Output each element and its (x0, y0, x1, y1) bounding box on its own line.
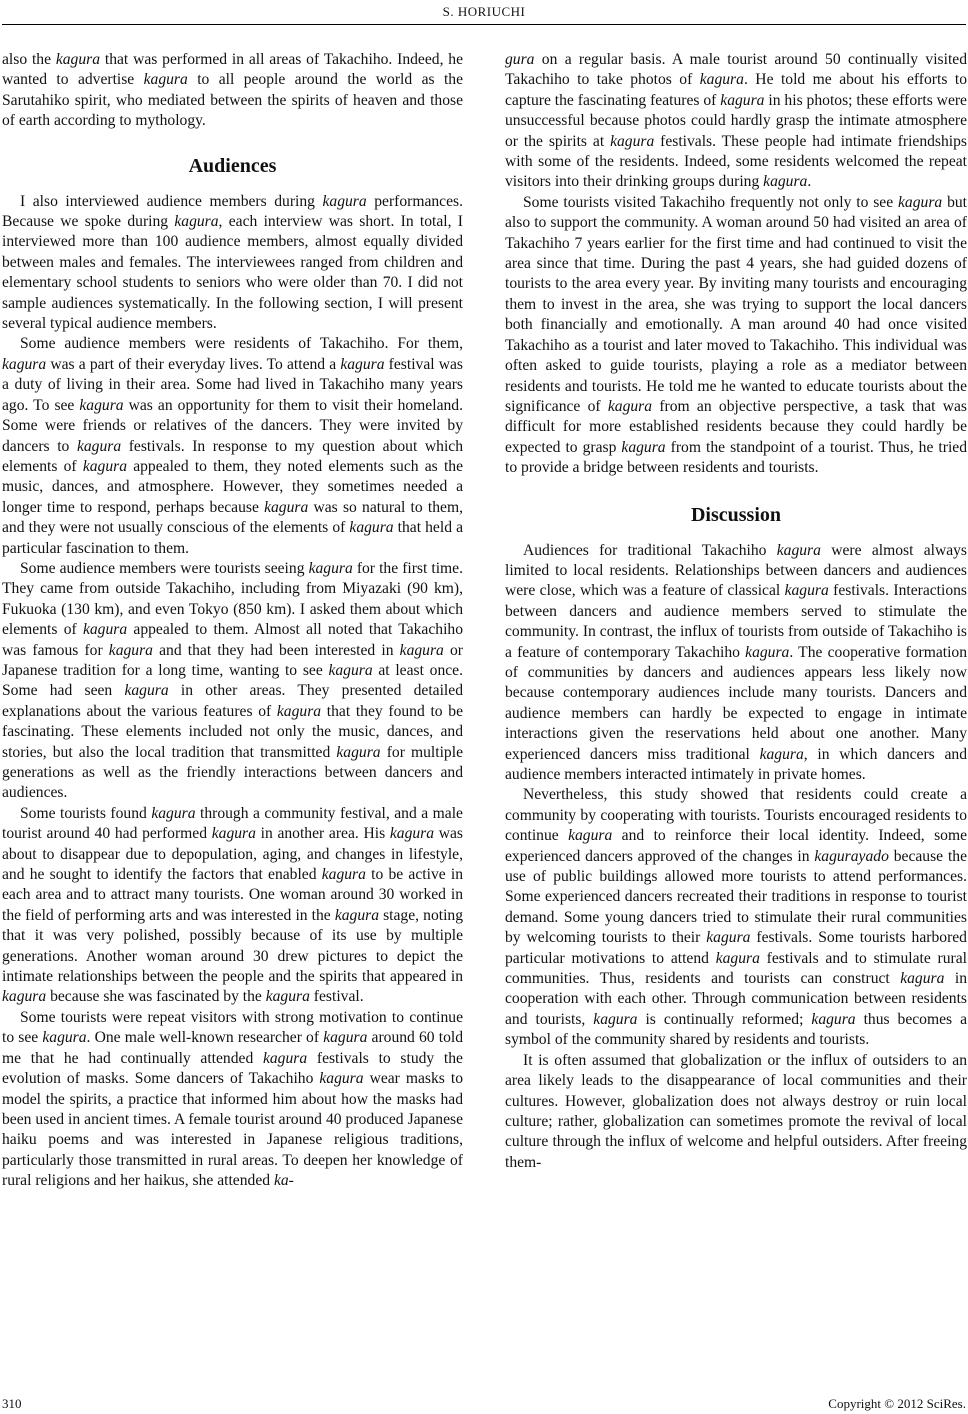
paragraph: Some tourists found kagura through a community festival, and a male tourist around 40 had performed kagura in another area. His kagura was about to disappear due to depopulation, aging, and changes in lifestyle, and he sought to identify the factors that enabled kagura to be active in each area and to attract many tourists. One woman around 30 worked in the field of performing arts and was interested in the kagura stage, noting that it was very polished, possibly because of its use by multiple generations. Another woman around 30 drew pictures to depict the intimate relationships between the people and the spirits that appeared in kagura because she was fascinated by the kagura festival. (2, 804, 464, 1006)
right-column (505, 50, 967, 1173)
section-heading-audiences: Audiences (188, 154, 277, 177)
left-column (2, 50, 463, 1192)
copyright-notice: Copyright © 2012 SciRes. (828, 1396, 966, 1411)
paragraph: Some audience members were tourists seeing kagura for the first time. They came from outside Takachiho, including from Miyazaki (90 km), Fukuoka (130 km), and even Tokyo (850 km). I asked them about which elements of kagura appealed to them. Almost all noted that Takachiho was famous for kagura and that they had been interested in kagura or Japanese tradition for a long time, wanting to see kagura at least once. Some had seen kagura in other areas. They presented detailed explanations about the various features of kagura that they found to be fascinating. These elements included not only the music, dances, and stories, but also the local tradition that transmitted kagura for multiple generations as well as the friendly interactions between dancers and audiences. (2, 559, 463, 802)
paragraph: Nevertheless, this study showed that residents could create a community by cooperating with tourists. Tourists encouraged residents to continue kagura and to reinforce their local identity. Indeed, some experienced dancers approved of the changes in kagurayado because the use of public buildings allowed more tourists to attend performances. Some experienced dancers recreated their traditions in response to tourist demand. Some young dancers tried to stimulate their rural communities by welcoming tourists to their kagura festivals. Some tourists harbored particular motivations to attend kagura festivals and to stimulate rural communities. Thus, residents and tourists can construct kagura in cooperation with each other. Through communication between residents and tourists, kagura is continually reformed; kagura thus becomes a symbol of the community shared by residents and tourists. (505, 786, 968, 1049)
paragraph: Some audience members were residents of Takachiho. For them, kagura was a part of their everyday lives. To attend a kagura festival was a duty of living in their area. Some had lived in Takachiho many years ago. To see kagura was an opportunity for them to visit their homeland. Some were friends or relatives of the dancers. They were invited by dancers to kagura festivals. In response to my question about which elements of kagura appealed to them, they noted elements such as the music, dances, and atmosphere. However, they sometimes needed a longer time to respond, perhaps because kagura was so natural to them, and they were not usually conscious of the elements of kagura that held a particular fascination to them. (2, 335, 463, 557)
header-rule (2, 24, 966, 25)
paragraph: I also interviewed audience members during kagura performances. Because we spoke during kagura, each interview was short. In total, I interviewed more than 100 audience members, almost equally divided between males and females. The interviewees ranged from children and elementary school students to seniors who were older than 70. I did not sample audiences systematically. In the following section, I will present several typical audience members. (2, 192, 463, 333)
section-heading-discussion: Discussion (690, 503, 782, 526)
paragraph: Some tourists were repeat visitors with strong motivation to continue to see kagura. One male well-known researcher of kagura around 60 told me that he had continually attended kagura festivals to study the evolution of masks. Some dancers of Takachiho kagura wear masks to model the spirits, a practice that informed him about how the masks had been used in ancient times. A female tourist around 40 produced Japanese haiku poems and was interested in Japanese religious traditions, particularly those transmitted in rural areas. To deepen her knowledge of rural religions and her haikus, she attended ka- (2, 1008, 463, 1190)
paragraph: also the kagura that was performed in all areas of Takachiho. Indeed, he wanted to advertise kagura to all people around the world as the Sarutahiko spirit, who mediated between the spirits of heaven and those of earth according to mythology. (2, 51, 464, 130)
page-number: 310 (2, 1396, 22, 1411)
paragraph: gura on a regular basis. A male tourist around 50 continually visited Takachiho to take photos of kagura. He told me about his efforts to capture the fascinating features of kagura in his photos; these efforts were unsuccessful because photos could hardly grasp the intimate atmosphere or the spirits at kagura festivals. These people had intimate friendships with some of the residents. Indeed, some residents welcomed the repeat visitors into their drinking groups during kagura. (505, 51, 967, 191)
paragraph: It is often assumed that globalization or the influx of outsiders to an area likely leads to the disappearance of local communities and their cultures. However, globalization does not always destroy or ruin local culture; rather, globalization can sometimes promote the revival of local culture through the influx of welcome and helpful outsiders. After freeing them- (505, 1051, 967, 1171)
paragraph: Audiences for traditional Takachiho kagura were almost always limited to local residents. Relationships between dancers and audiences were close, which was a feature of classical kagura festivals. Interactions between dancers and audience members served to stimulate the community. In contrast, the influx of tourists from outside of Takachiho is a feature of contemporary Takachiho kagura. The cooperative formation of communities by dancers and audiences appears less likely now because contemporary audiences include many tourists. Dancers and audience members can hardly be expected to engage in intimate interactions given the reservations held about one another. Many experienced dancers miss traditional kagura, in which dancers and audience members interacted intimately in private homes. (505, 541, 968, 783)
running-head: S. HORIUCHI (442, 4, 526, 19)
paragraph: Some tourists visited Takachiho frequently not only to see kagura but also to support the community. A woman around 50 had visited an area of Takachiho 7 years earlier for the first time and had continued to visit the area since that time. During the past 4 years, she had guided dozens of tourists to the area every year. By inviting many tourists and encouraging them to invest in the area, she was trying to support the local dancers both financially and emotionally. A man around 40 had once visited Takachiho as a tourist and later moved to Takachiho. This individual was often asked to guide tourists, playing a role as a mediator between residents and tourists. He told me he wanted to educate tourists about the significance of kagura from an objective perspective, a task that was difficult for more established residents because they could hardly be expected to grasp kagura from the standpoint of a tourist. Thus, he tried to provide a bridge between residents and tourists. (505, 193, 967, 477)
